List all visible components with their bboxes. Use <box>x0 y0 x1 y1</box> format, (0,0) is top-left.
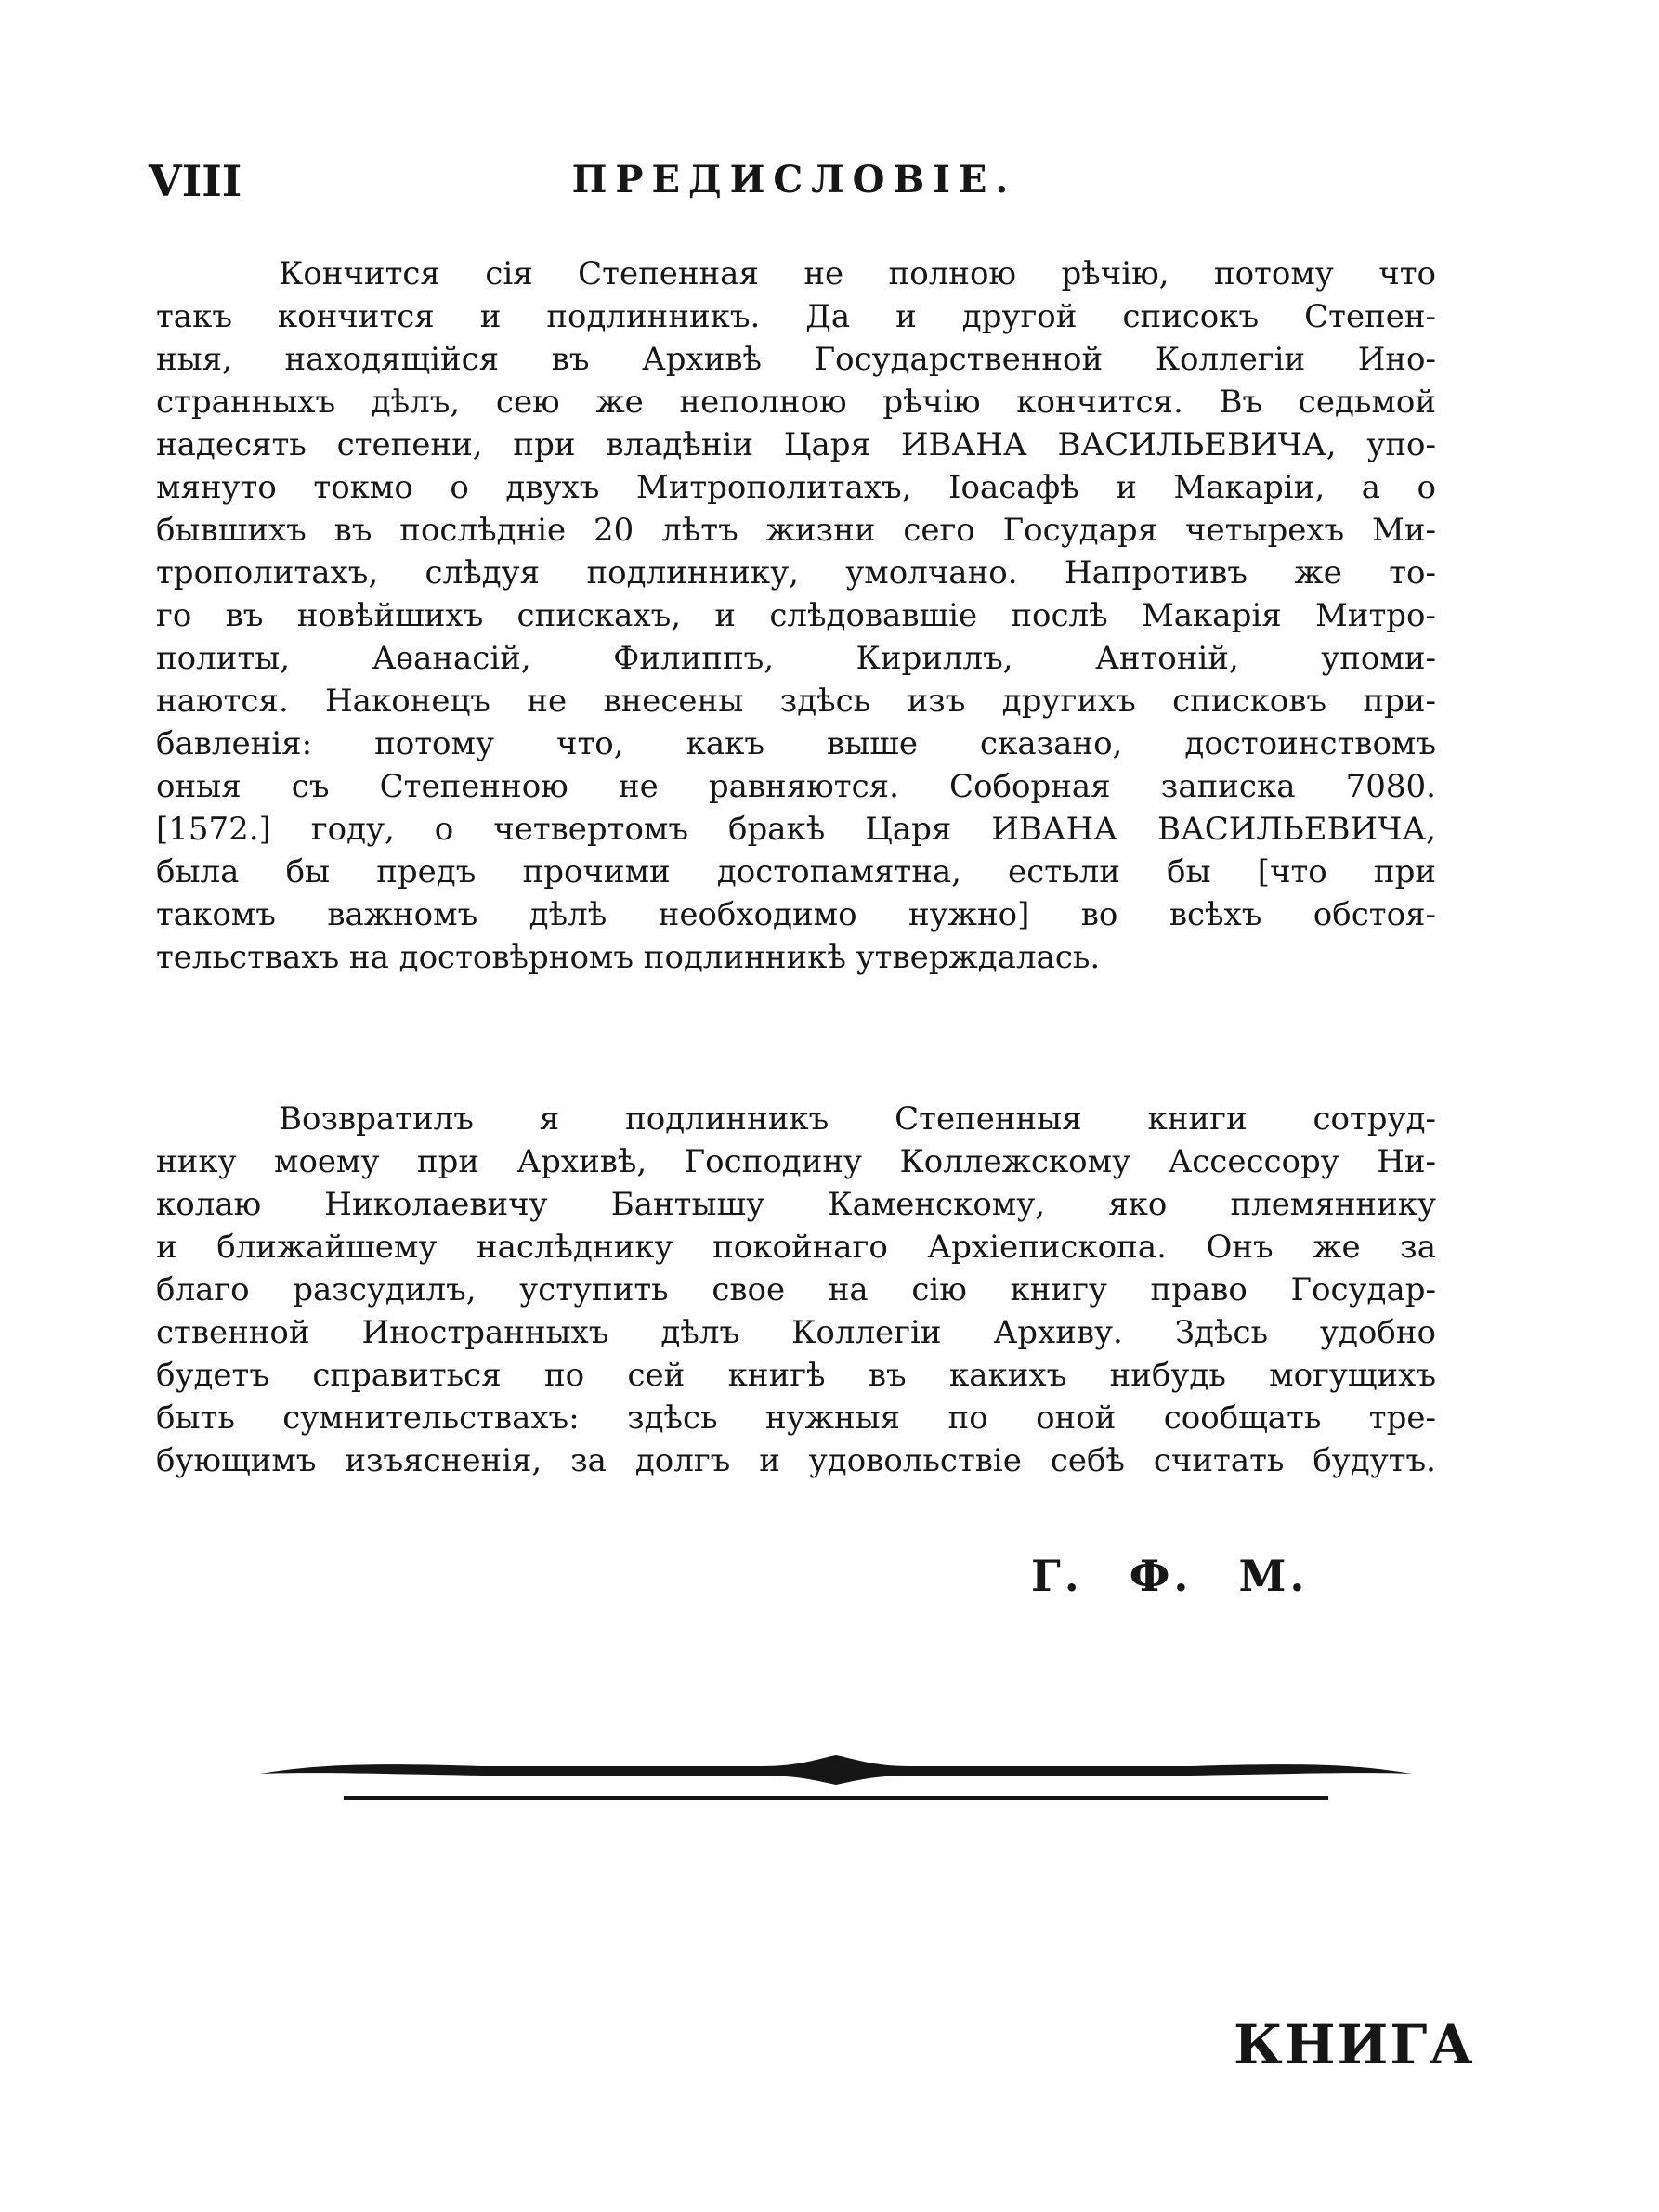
text-line: нику моему при Архивѣ, Господину Коллежскому Ассессору Ни- <box>156 1143 1436 1180</box>
decorative-rule-ornament <box>260 1753 1412 1809</box>
text-line: ныя, находящійся въ Архивѣ Государственной Коллегіи Ино- <box>156 341 1436 378</box>
text-line: тельствахъ на достовѣрномъ подлинникѣ утверждалась. <box>156 939 1101 976</box>
text-line: ственной Иностранныхъ дѣлъ Коллегіи Архиву. Здѣсь удобно <box>156 1314 1436 1351</box>
text-line: наются. Наконецъ не внесены здѣсь изъ другихъ списковъ при- <box>156 683 1436 720</box>
page-number: VIII <box>149 156 242 206</box>
text-line: мянуто токмо о двухъ Митрополитахъ, Іоасафѣ и Макаріи, а о <box>156 469 1436 506</box>
text-line: такъ кончится и подлинникъ. Да и другой списокъ Степен- <box>156 298 1436 335</box>
text-line: надесять степени, при владѣніи Царя ИВАНА ВАСИЛЬЕВИЧА, упо- <box>156 426 1436 463</box>
text-line: колаю Николаевичу Бантышу Каменскому, яко племяннику <box>156 1186 1436 1223</box>
text-line: и ближайшему наслѣднику покойнаго Архіепископа. Онъ же за <box>156 1229 1436 1266</box>
page-title: ПРЕДИСЛОВІЕ. <box>571 158 1017 202</box>
text-line: бывшихъ въ послѣдніе 20 лѣтъ жизни сего Государя четырехъ Ми- <box>156 512 1436 549</box>
text-line: Возвратилъ я подлинникъ Степенныя книги сотруд- <box>279 1100 1436 1138</box>
catchword: КНИГА <box>1234 2013 1475 2076</box>
text-line: была бы предъ прочими достопамятна, естьли бы [что при <box>156 853 1436 891</box>
text-line: бавленія: потому что, какъ выше сказано, достоинствомъ <box>156 725 1436 762</box>
text-line: Кончится сія Степенная не полною рѣчію, потому что <box>279 255 1436 293</box>
text-line: благо разсудилъ, уступить свое на сію книгу право Государ- <box>156 1271 1436 1308</box>
text-line: [1572.] году, о четвертомъ бракѣ Царя ИВАНА ВАСИЛЬЕВИЧА, <box>156 811 1436 848</box>
signature-initials: Г. Ф. М. <box>1031 1551 1309 1601</box>
paragraph-2 <box>156 1098 1436 1482</box>
text-line: го въ новѣйшихъ спискахъ, и слѣдовавшіе послѣ Макарія Митро- <box>156 597 1436 634</box>
text-line: бующимъ изъясненія, за долгъ и удовольствіе себѣ считать будутъ. <box>156 1442 1436 1479</box>
text-line: быть сумнительствахъ: здѣсь нужныя по оной сообщать тре- <box>156 1399 1436 1437</box>
text-line: будетъ справиться по сей книгѣ въ какихъ нибудь могущихъ <box>156 1357 1436 1394</box>
text-line: трополитахъ, слѣдуя подлиннику, умолчано. Напротивъ же то- <box>156 554 1436 592</box>
text-line: политы, Аѳанасій, Филиппъ, Кириллъ, Антоній, упоми- <box>156 640 1436 677</box>
ornament-thick-rule <box>260 1755 1412 1785</box>
running-head <box>149 156 1440 212</box>
text-line: такомъ важномъ дѣлѣ необходимо нужно] во всѣхъ обстоя- <box>156 896 1436 933</box>
text-line: странныхъ дѣлъ, сею же неполною рѣчію кончится. Въ седьмой <box>156 384 1436 421</box>
paragraph-1 <box>156 253 1436 979</box>
text-line: оныя съ Степенною не равняются. Соборная записка 7080. <box>156 768 1436 805</box>
